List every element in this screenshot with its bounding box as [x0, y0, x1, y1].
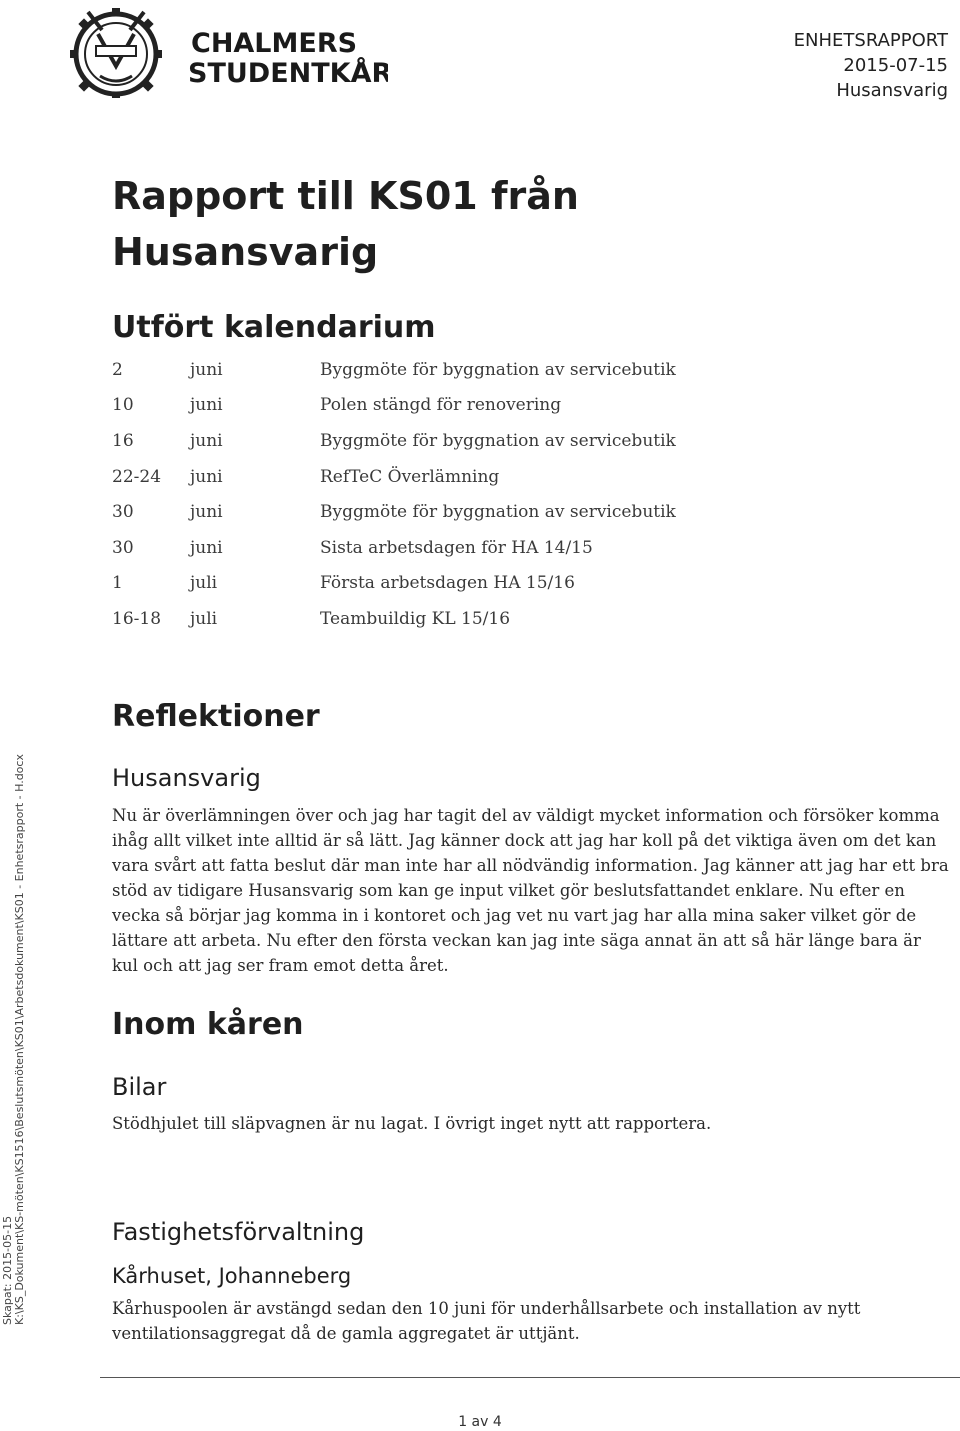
calendar-list: [112, 352, 812, 637]
created-date-label: Skapat: 2015-05-15: [1, 1215, 14, 1325]
calendar-row: [112, 601, 812, 637]
calendar-event: RefTeC Överlämning: [320, 466, 500, 487]
calendar-month: juni: [190, 430, 223, 451]
reflektioner-subheading: Husansvarig: [112, 764, 261, 792]
calendar-day: 10: [112, 395, 134, 416]
calendar-event: Polen stängd för renovering: [320, 395, 562, 416]
calendar-row: [112, 459, 812, 495]
karhuset-heading: Kårhuset, Johanneberg: [112, 1264, 352, 1288]
calendar-event: Byggmöte för byggnation av servicebutik: [320, 359, 676, 380]
report-role: Husansvarig: [836, 80, 948, 101]
svg-text:STUDENTKÅR: STUDENTKÅR: [188, 58, 388, 89]
calendar-month: juli: [190, 608, 218, 629]
calendar-event: Teambuildig KL 15/16: [320, 608, 511, 629]
report-date: 2015-07-15: [843, 55, 948, 76]
fastighet-heading: Fastighetsförvaltning: [112, 1218, 365, 1246]
inom-karen-heading: Inom kåren: [112, 1007, 304, 1042]
calendar-event: Sista arbetsdagen för HA 14/15: [320, 537, 593, 558]
calendar-row: [112, 423, 812, 459]
calendar-day: 16: [112, 430, 134, 451]
calendar-day: 22-24: [112, 466, 162, 487]
svg-text:CHALMERS: CHALMERS: [191, 28, 358, 59]
calendar-row: [112, 494, 812, 530]
calendar-event: Första arbetsdagen HA 15/16: [320, 573, 575, 594]
document-path: K:\KS_Dokument\KS-möten\KS1516\Beslutsmöten\KS01\Arbetsdokument\KS01 - Enhetsrapport - H.docx: [13, 754, 26, 1325]
calendar-month: juni: [190, 537, 223, 558]
bilar-text: Stödhjulet till släpvagnen är nu lagat. I övrigt inget nytt att rapportera.: [112, 1114, 712, 1133]
calendar-event: Byggmöte för byggnation av servicebutik: [320, 502, 676, 523]
calendar-day: 1: [112, 573, 123, 594]
calendar-day: 16-18: [112, 608, 162, 629]
page-title: [112, 168, 579, 280]
calendar-heading: Utfört kalendarium: [112, 310, 436, 345]
page-title-line2: Husansvarig: [112, 230, 379, 274]
karhuset-text: Kårhuspoolen är avstängd sedan den 10 juni för underhållsarbete och installation av nytt ventilationsaggregat då de gamla aggregatet är uttjänt.: [112, 1299, 861, 1343]
calendar-month: juni: [190, 502, 223, 523]
calendar-day: 30: [112, 502, 134, 523]
document-path-sidenote: [0, 754, 26, 1325]
calendar-event: Byggmöte för byggnation av servicebutik: [320, 430, 676, 451]
calendar-month: juni: [190, 466, 223, 487]
reflektioner-heading: Reflektioner: [112, 699, 320, 734]
chalmers-studentkar-logo: [58, 4, 388, 100]
footer-divider: [100, 1377, 960, 1378]
calendar-row: [112, 530, 812, 566]
calendar-row: [112, 388, 812, 424]
calendar-month: juni: [190, 395, 223, 416]
report-header-meta: [794, 28, 948, 103]
calendar-day: 30: [112, 537, 134, 558]
calendar-month: juni: [190, 359, 223, 380]
page-title-line1: Rapport till KS01 från: [112, 174, 579, 218]
logo-emblem-icon: [58, 4, 388, 100]
calendar-month: juli: [190, 573, 218, 594]
calendar-row: [112, 352, 812, 388]
bilar-heading: Bilar: [112, 1073, 167, 1101]
report-type: ENHETSRAPPORT: [793, 30, 948, 51]
calendar-row: [112, 566, 812, 602]
calendar-day: 2: [112, 359, 123, 380]
reflektioner-text: Nu är överlämningen över och jag har tagit del av väldigt mycket information och försöker komma ihåg allt vilket inte alltid är så lätt. Jag känner dock att jag har koll på det viktiga även om det kan vara svårt att fatta beslut där man inte har all nödvändig information. Jag känner att jag har ett bra stöd av tidigare Husansvarig som kan ge input vilket gör beslutsfattandet enklare. Nu efter en vecka så börjar jag komma in i kontoret och jag vet nu vart jag har alla mina saker vilket gör de lättare att arbeta. Nu efter den första veckan kan jag inte säga annat än att så här länge bara är kul och att jag ser fram emot detta året.: [112, 806, 949, 975]
page-number: 1 av 4: [458, 1414, 502, 1430]
